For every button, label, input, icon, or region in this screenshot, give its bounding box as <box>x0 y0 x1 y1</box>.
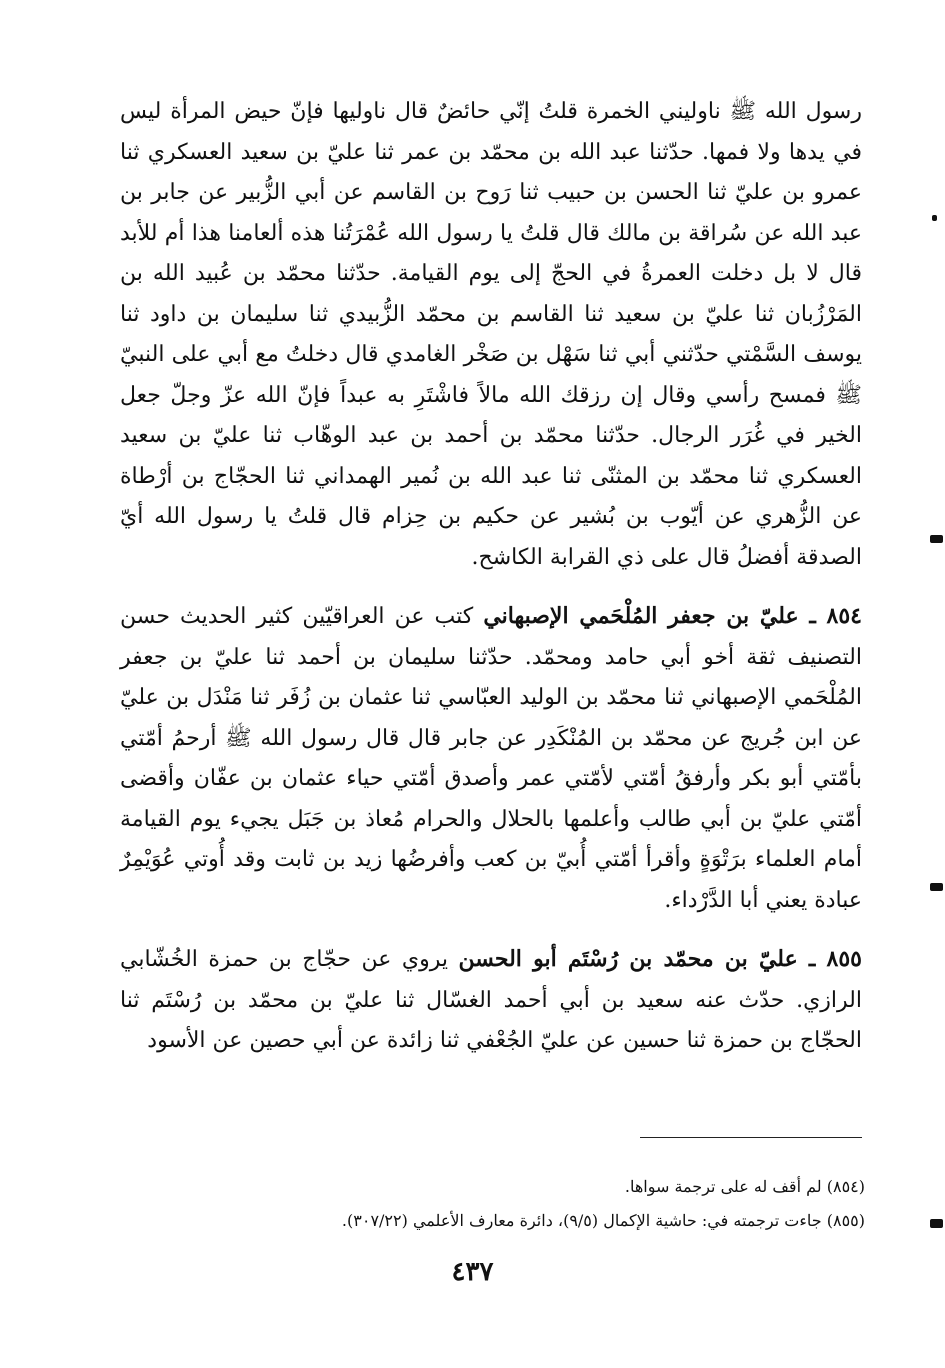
entry-854-body: كتب عن العراقيّين كثير الحديث حسن التصنيف ثقة أخو أبي حامد ومحمّد. حدّثنا سليمان بن أحمد ثنا عليّ بن جعفر المُلْحَمي الإصبهاني ثنا محمّد بن الوليد العبّاسي ثنا عثمان بن زُفَر ثنا مَنْدَل بن عليّ عن ابن جُريج عن محمّد بن المُنْكَدِر عن جابر قال قال رسول الله ﷺ أرحمُ أمّتي بأمّتي أبو بكر وأرفقُ أمّتي لأمّتي عمر وأصدق أمّتي حياء عثمان بن عفّان وأقضى أمّتي عليّ بن أبي طالب وأعلمها بالحلال والحرام مُعاذ بن جَبَل يجيء يوم القيامة أمام العلماء برَتْوَةٍ وأقرأ أمّتي أُبيّ بن كعب وأفرضُها زيد بن ثابت وقد أُوتي عُوَيْمِرٌ عبادة يعني أبا الدَّرْداء. <box>120 604 862 913</box>
continuation-paragraph: رسول الله ﷺ ناوليني الخمرة قلتُ إنّي حائضٌ قال ناوليها فإنّ حيض المرأة ليس في يدها ولا فمها. حدّثنا عبد الله بن محمّد بن عمر ثنا عليّ بن سعيد العسكري ثنا عمرو بن عليّ ثنا الحسن بن حبيب ثنا رَوح بن القاسم عن أبي الزُّبير عن جابر بن عبد الله عن سُراقة بن مالك قال قلتُ يا رسول الله عُمْرَتُنا هذه ألعامنا هذا أم للأبد قال لا بل دخلت العمرةُ في الحجّ إلى يوم القيامة. حدّثنا محمّد بن عُبيد الله بن المَرْزُبان ثنا عليّ بن سعيد ثنا القاسم بن محمّد الزُّبيدي ثنا سليمان بن داود ثنا يوسف السَّمْتي حدّثني أبي ثنا سَهْل بن صَخْر الغامدي قال دخلتُ مع أبي على النبيّ ﷺ فمسح رأسي وقال إن رزقك الله مالاً فاشْتَرِ به عبداً فإنّ الله عزّ وجلّ جعل الخير في غُرَر الرجال. حدّثنا محمّد بن أحمد بن عبد الوهّاب ثنا عليّ بن سعيد العسكري ثنا محمّد بن المثنّى ثنا عبد الله بن نُمير الهمداني ثنا الحجّاج بن أرْطاة عن الزُّهري عن أيّوب بن بُشير عن حكيم بن حِزام قال قلتُ يا رسول الله أيّ الصدقة أفضلُ قال على ذي القرابة الكاشح. <box>120 99 862 570</box>
entry-855-heading: ٨٥٥ ـ عليّ بن محمّد بن رُسْتَم أبو الحسن <box>458 946 862 972</box>
entry-854-heading: ٨٥٤ ـ عليّ بن جعفر المُلْحَمي الإصبهاني <box>483 603 862 629</box>
margin-ink-mark <box>930 535 943 543</box>
main-text <box>120 92 862 1062</box>
margin-ink-mark <box>930 883 943 891</box>
margin-ink-mark <box>930 1219 943 1228</box>
margin-ink-mark <box>932 215 937 221</box>
entry-855 <box>120 939 862 1062</box>
page-number: ٤٣٧ <box>451 1257 494 1287</box>
footnote-855: (٨٥٥) جاءت ترجمته في: حاشية الإكمال (٩/٥)، دائرة معارف الأعلمي (٣٠٧/٢٢). <box>341 1211 865 1230</box>
footnote-separator <box>640 1137 862 1138</box>
entry-854 <box>120 596 862 921</box>
footnote-854: (٨٥٤) لم أقف له على ترجمة سواها. <box>624 1177 865 1196</box>
entry-855-body: يروي عن حجّاج بن حمزة الخُشّابي الرازي. حدّث عنه سعيد بن أبي أحمد الغسّال ثنا عليّ بن محمّد بن رُسْتَم ثنا الحجّاج بن حمزة ثنا حسين عن عليّ الجُعْفي ثنا زائدة عن أبي حصين عن الأسود <box>120 947 862 1053</box>
footnotes <box>160 1170 865 1238</box>
